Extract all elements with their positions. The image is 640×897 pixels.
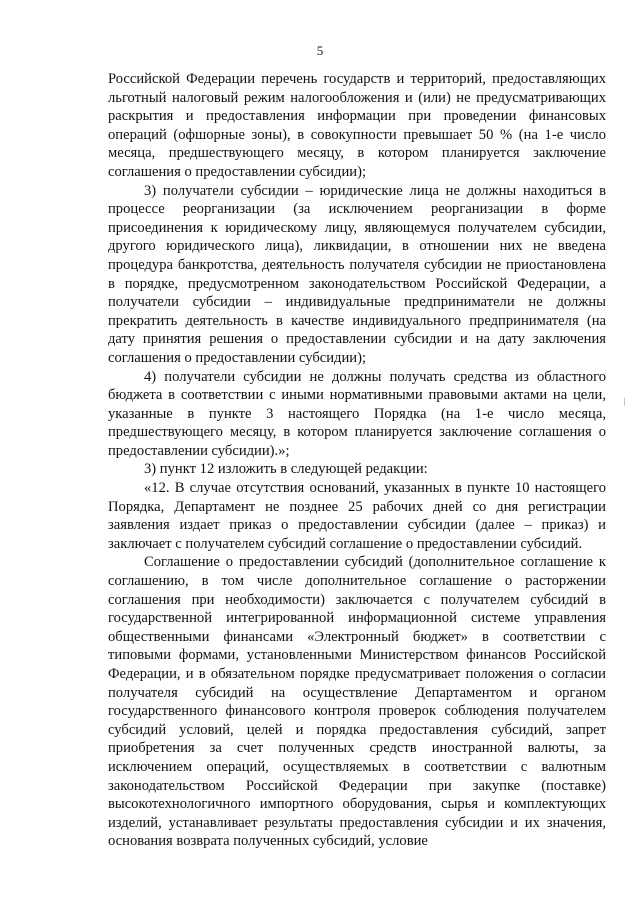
paragraph-clause-12: «12. В случае отсутствия оснований, указанных в пункте 10 настоящего Порядка, Департамент не позднее 25 рабочих дней со дня регистрации заявления издает приказ о предоставлении субсидии (далее – приказ) и заключает с получателем субсидий соглашение о предоставлении субсидий. — [108, 480, 606, 552]
paragraph-amendment-3: 3) пункт 12 изложить в следующей редакции: — [144, 461, 428, 478]
paragraph-continuation: Российской Федерации перечень государств и территорий, предоставляющих льготный налоговый режим налогообложения и (или) не предусматривающих раскрытия и предоставления информации при проведении финансовых операций (офшорные зоны), в совокупности превышает 50 % (на 1-е число месяца, предшествующего месяцу, в котором планируется заключение соглашения о предоставлении субсидии); — [108, 71, 606, 180]
paragraph-item-3: 3) получатели субсидии – юридические лица не должны находиться в процессе реорганизации (за исключением реорганизации в форме присоединения к юридическому лицу, являющемуся получателем субсидии, другого юридического лица), ликвидации, в отношении них не введена процедура банкротства, деятельность получателя субсидии не приостановлена в порядке, предусмотренном законодательством Российской Федерации, а получатели субсидии – индивидуальные предприниматели не должны прекратить деятельность в качестве индивидуального предпринимателя (на дату принятия решения о предоставлении субсидии и на дату заключения соглашения о предоставлении субсидии); — [108, 182, 606, 366]
paragraph-agreement: Соглашение о предоставлении субсидий (дополнительное соглашение к соглашению, в том числе дополнительное соглашение о расторжении соглашения при необходимости) заключается с получателем субсидий в государственной интегрированной информационной системе управления общественными финансами «Электронный бюджет» в соответствии с типовыми формами, установленными Министерством финансов Российской Федерации, и в обязательном порядке предусматривает положения о согласии получателя субсидий на осуществление Департаментом и органом государственного финансового контроля проверок соблюдения получателем субсидий условий, целей и порядка предоставления субсидий, запрет приобретения за счет полученных средств иностранной валюты, за исключением операций, осуществляемых в соответствии с валютным законодательством Российской Федерации при закупке (поставке) высокотехнологичного импортного оборудования, сырья и комплектующих изделий, устанавливает результаты предоставления субсидии и их значения, основания возврата полученных субсидий, условие — [108, 554, 606, 850]
paragraph-item-4: 4) получатели субсидии не должны получать средства из областного бюджета в соответствии с иными нормативными правовыми актами на цели, указанные в пункте 3 настоящего Порядка (на 1-е число месяца, предшествующего месяцу, в котором планируется заключение соглашения о предоставлении субсидии).»; — [108, 368, 606, 459]
scan-mark — [624, 398, 625, 406]
document-body — [108, 70, 606, 851]
page-number: 5 — [316, 43, 324, 58]
